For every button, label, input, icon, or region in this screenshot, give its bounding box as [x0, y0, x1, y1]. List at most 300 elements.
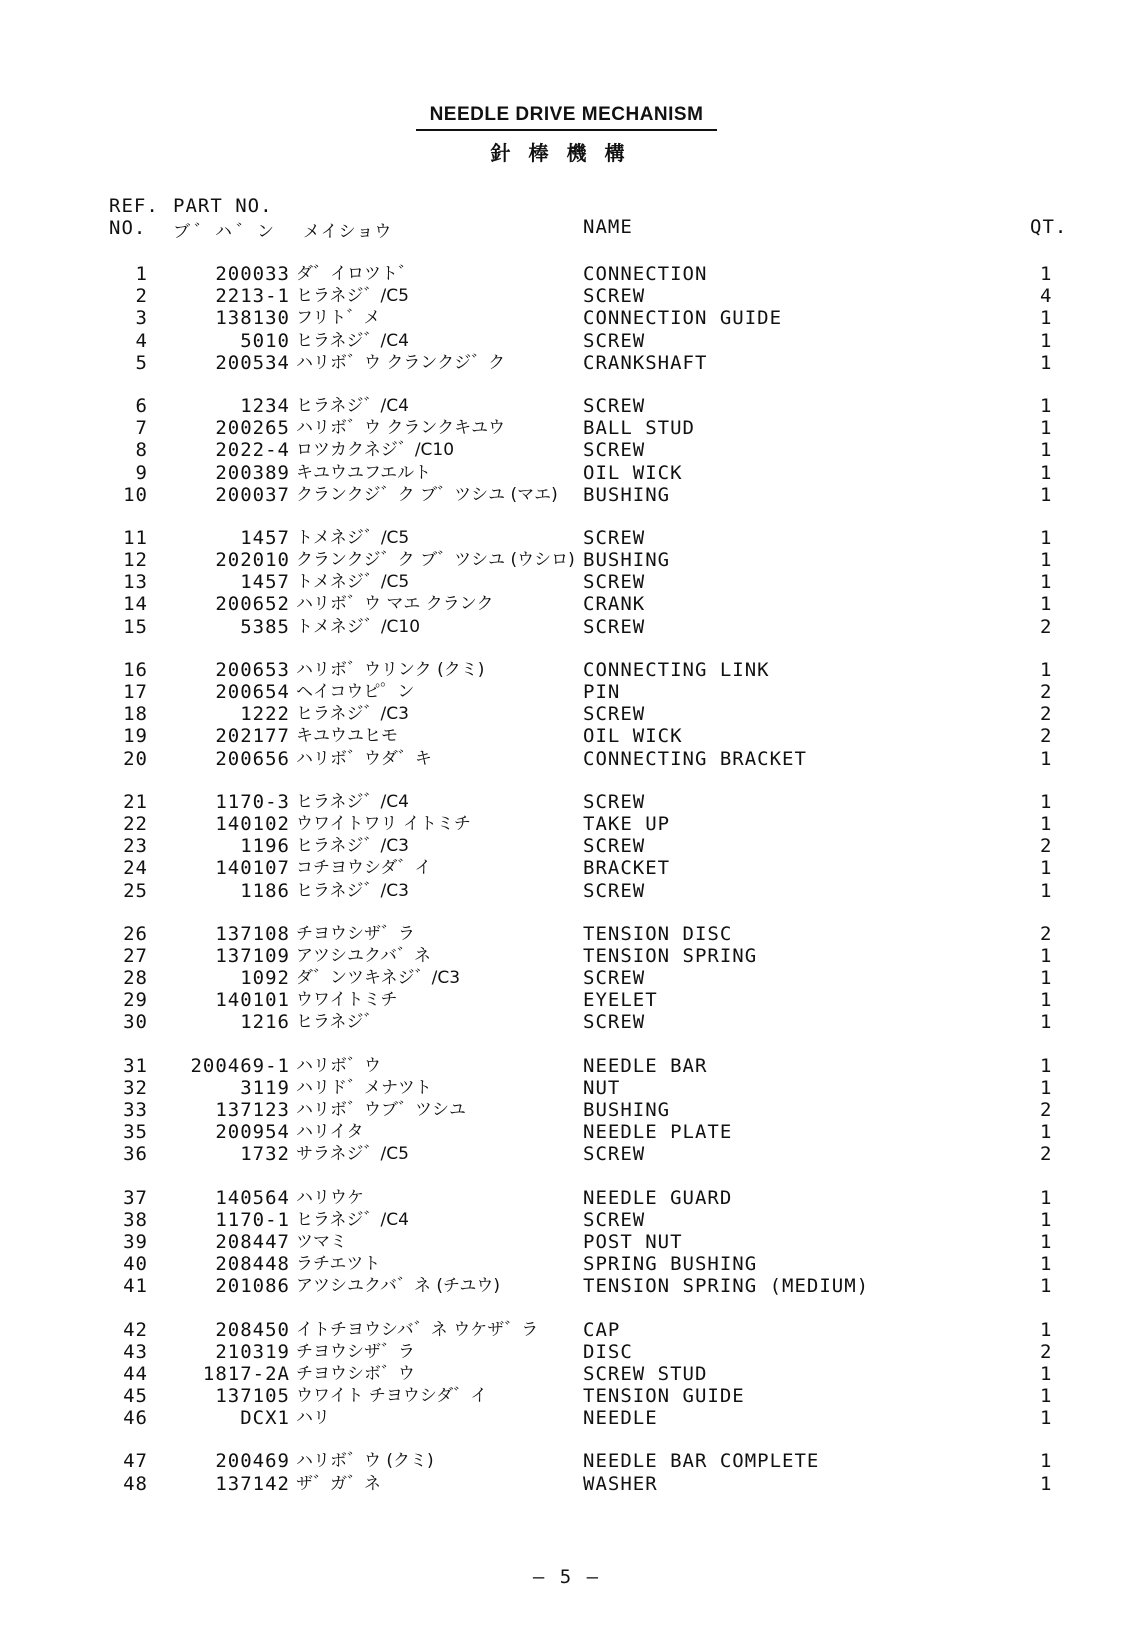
- parts-row: [0, 417, 1133, 439]
- parts-row: [0, 967, 1133, 989]
- parts-row: [0, 1209, 1133, 1231]
- quantity: 1: [1040, 1186, 1053, 1209]
- parts-group: [0, 791, 1133, 902]
- part-number: 3119: [240, 1076, 290, 1099]
- ref-number: 15: [123, 615, 148, 638]
- parts-row: [0, 1341, 1133, 1363]
- parts-row: [0, 330, 1133, 352]
- ref-number: 8: [135, 439, 148, 462]
- part-number: 140564: [215, 1186, 290, 1209]
- ref-number: 32: [123, 1076, 148, 1099]
- ref-number: 30: [123, 1011, 148, 1034]
- header-part-line2: ブ゛ハ゛ン: [173, 222, 278, 242]
- ref-number: 17: [123, 681, 148, 703]
- part-name: OIL WICK: [583, 461, 683, 484]
- japanese-name: チヨウシザ゛ラ: [296, 1341, 415, 1362]
- japanese-name: キユウユフエルト: [296, 462, 432, 483]
- part-name: NEEDLE BAR COMPLETE: [583, 1450, 820, 1473]
- parts-group: [0, 395, 1133, 506]
- japanese-name: トメネジ゛/C5: [296, 572, 410, 593]
- part-number: 200653: [215, 658, 290, 681]
- japanese-name: ダ゛ンツキネジ゛/C3: [296, 968, 461, 989]
- ref-number: 22: [123, 812, 148, 835]
- parts-row: [0, 989, 1133, 1011]
- ref-number: 39: [123, 1230, 148, 1253]
- japanese-name: ツマミ: [296, 1231, 347, 1252]
- part-number: 137142: [215, 1472, 290, 1495]
- quantity: 2: [1040, 922, 1053, 945]
- parts-row: [0, 703, 1133, 725]
- parts-row: [0, 352, 1133, 374]
- part-number: 201086: [215, 1275, 290, 1298]
- parts-row: [0, 484, 1133, 506]
- ref-number: 44: [123, 1362, 148, 1385]
- part-number: 200265: [215, 417, 290, 440]
- ref-number: 3: [135, 307, 148, 330]
- parts-group: [0, 923, 1133, 1034]
- japanese-name: ハリボ゛ウダ゛キ: [296, 748, 432, 769]
- part-number: 5385: [240, 615, 290, 638]
- parts-row: [0, 1099, 1133, 1121]
- part-name: POST NUT: [583, 1230, 683, 1253]
- japanese-name: ハリボ゛ウ (クミ): [296, 1451, 434, 1472]
- parts-group: [0, 659, 1133, 770]
- japanese-name: クランクジ゛ク ブ゛ツシユ (ウシロ): [296, 550, 575, 571]
- parts-row: [0, 1231, 1133, 1253]
- quantity: 1: [1040, 1076, 1053, 1099]
- ref-number: 33: [123, 1099, 148, 1121]
- quantity: 2: [1040, 703, 1053, 726]
- quantity: 1: [1040, 1362, 1053, 1385]
- part-name: DISC: [583, 1340, 633, 1363]
- quantity: 1: [1040, 1253, 1053, 1276]
- part-name: NEEDLE: [583, 1407, 658, 1430]
- part-name: SCREW: [583, 329, 646, 352]
- part-name: CRANKSHAFT: [583, 351, 708, 374]
- parts-row: [0, 549, 1133, 571]
- ref-number: 28: [123, 967, 148, 990]
- japanese-name: アツシユクバ゛ネ (チユウ): [296, 1276, 500, 1297]
- quantity: 1: [1040, 571, 1053, 594]
- ref-number: 36: [123, 1143, 148, 1166]
- quantity: 1: [1040, 879, 1053, 902]
- parts-row: [0, 835, 1133, 857]
- part-number: 2022-4: [215, 439, 290, 462]
- japanese-name: トメネジ゛/C5: [296, 527, 410, 548]
- parts-row: [0, 571, 1133, 593]
- part-name: SPRING BUSHING: [583, 1253, 758, 1276]
- quantity: 1: [1040, 812, 1053, 835]
- quantity: 2: [1040, 835, 1053, 858]
- japanese-name: ラチエツト: [296, 1254, 381, 1275]
- quantity: 1: [1040, 944, 1053, 967]
- japanese-name: ヒラネジ゛/C3: [296, 704, 409, 725]
- part-name: CONNECTING LINK: [583, 658, 770, 681]
- quantity: 1: [1040, 658, 1053, 681]
- part-number: 1817-2A: [202, 1362, 290, 1385]
- ref-number: 20: [123, 747, 148, 770]
- japanese-name: ハリボ゛ウブ゛ツシユ: [296, 1100, 466, 1120]
- quantity: 1: [1040, 461, 1053, 484]
- ref-number: 47: [123, 1450, 148, 1473]
- part-number: 140107: [215, 857, 290, 880]
- japanese-name: ハリボ゛ウリンク (クミ): [296, 659, 485, 680]
- parts-row: [0, 880, 1133, 902]
- page-number: — 5 —: [532, 1566, 601, 1588]
- ref-number: 11: [123, 526, 148, 549]
- header-jp-name: メイショウ: [303, 222, 393, 242]
- parts-row: [0, 1055, 1133, 1077]
- header-ref-line2: NO.: [109, 217, 147, 239]
- part-name: TENSION SPRING: [583, 944, 758, 967]
- quantity: 1: [1040, 351, 1053, 374]
- part-name: SCREW: [583, 835, 646, 858]
- header-ref-line1: REF.: [109, 195, 159, 217]
- japanese-name: ウワイトミチ: [296, 990, 398, 1011]
- part-name: PIN: [583, 681, 621, 703]
- parts-list: [0, 263, 1133, 1516]
- quantity: 1: [1040, 394, 1053, 417]
- quantity: 1: [1040, 1230, 1053, 1253]
- part-name: CRANK: [583, 593, 646, 616]
- parts-row: [0, 1011, 1133, 1033]
- japanese-name: ヒラネジ゛/C3: [296, 880, 409, 901]
- parts-row: [0, 1275, 1133, 1297]
- japanese-name: ハリウケ: [296, 1187, 364, 1208]
- parts-group: [0, 263, 1133, 374]
- parts-row: [0, 439, 1133, 461]
- part-number: 200469: [215, 1450, 290, 1473]
- part-number: 1196: [240, 835, 290, 858]
- parts-group: [0, 1187, 1133, 1298]
- parts-row: [0, 791, 1133, 813]
- quantity: 1: [1040, 1318, 1053, 1341]
- quantity: 4: [1040, 285, 1053, 308]
- quantity: 1: [1040, 1275, 1053, 1298]
- quantity: 2: [1040, 1099, 1053, 1121]
- japanese-name: チヨウシボ゛ウ: [296, 1363, 415, 1384]
- part-number: 208448: [215, 1253, 290, 1276]
- ref-number: 42: [123, 1318, 148, 1341]
- parts-row: [0, 725, 1133, 747]
- parts-row: [0, 1253, 1133, 1275]
- japanese-name: ハリボ゛ウ クランクジ゛ク: [296, 352, 506, 373]
- part-name: NEEDLE BAR: [583, 1054, 708, 1077]
- header-qty: QT.: [1030, 216, 1068, 238]
- part-number: 140101: [215, 989, 290, 1012]
- japanese-name: ヒラネジ゛/C4: [296, 395, 409, 416]
- part-number: 200033: [215, 263, 290, 285]
- part-number: 1457: [240, 526, 290, 549]
- ref-number: 38: [123, 1208, 148, 1231]
- parts-row: [0, 659, 1133, 681]
- japanese-name: ヒラネジ゛/C5: [296, 286, 409, 307]
- japanese-name: ザ゛ガ゛ネ: [296, 1473, 381, 1494]
- japanese-name: トメネジ゛/C10: [296, 616, 421, 637]
- japanese-name: ハリ: [296, 1408, 330, 1429]
- part-name: CONNECTING BRACKET: [583, 747, 807, 770]
- parts-group: [0, 1450, 1133, 1494]
- part-number: 200037: [215, 483, 290, 506]
- part-number: 137105: [215, 1385, 290, 1408]
- part-number: 1216: [240, 1011, 290, 1034]
- page-title-japanese: 針棒機構: [490, 141, 643, 165]
- ref-number: 31: [123, 1054, 148, 1077]
- quantity: 1: [1040, 263, 1053, 285]
- page-title: NEEDLE DRIVE MECHANISM: [416, 104, 718, 131]
- header-name: NAME: [583, 216, 633, 238]
- part-name: BRACKET: [583, 857, 671, 880]
- part-number: 137108: [215, 922, 290, 945]
- part-name: EYELET: [583, 989, 658, 1012]
- ref-number: 16: [123, 658, 148, 681]
- part-number: 200656: [215, 747, 290, 770]
- quantity: 2: [1040, 681, 1053, 703]
- part-name: CONNECTION: [583, 263, 708, 285]
- ref-number: 40: [123, 1253, 148, 1276]
- japanese-name: アツシユクバ゛ネ: [296, 945, 431, 966]
- japanese-name: ヒラネジ゛/C3: [296, 836, 409, 857]
- quantity: 1: [1040, 329, 1053, 352]
- ref-number: 14: [123, 593, 148, 616]
- quantity: 1: [1040, 1385, 1053, 1408]
- japanese-name: ウワイトワリ イトミチ: [296, 813, 471, 834]
- parts-row: [0, 857, 1133, 879]
- quantity: 1: [1040, 307, 1053, 330]
- ref-number: 21: [123, 790, 148, 813]
- part-name: TAKE UP: [583, 812, 671, 835]
- part-name: SCREW: [583, 571, 646, 594]
- ref-number: 19: [123, 725, 148, 748]
- ref-number: 37: [123, 1186, 148, 1209]
- part-name: SCREW STUD: [583, 1362, 708, 1385]
- parts-row: [0, 307, 1133, 329]
- ref-number: 24: [123, 857, 148, 880]
- ref-number: 2: [135, 285, 148, 308]
- japanese-name: イトチヨウシバ゛ネ ウケザ゛ラ: [296, 1319, 539, 1340]
- quantity: 1: [1040, 1450, 1053, 1473]
- japanese-name: ヒラネジ゛/C4: [296, 1209, 409, 1230]
- part-name: BUSHING: [583, 483, 671, 506]
- ref-number: 43: [123, 1340, 148, 1363]
- parts-row: [0, 681, 1133, 703]
- part-number: 1222: [240, 703, 290, 726]
- parts-group: [0, 527, 1133, 638]
- ref-number: 9: [135, 461, 148, 484]
- part-number: 200652: [215, 593, 290, 616]
- quantity: 1: [1040, 1011, 1053, 1034]
- ref-number: 27: [123, 944, 148, 967]
- part-name: TENSION DISC: [583, 922, 733, 945]
- part-name: CONNECTION GUIDE: [583, 307, 783, 330]
- part-number: DCX1: [240, 1407, 290, 1430]
- japanese-name: チヨウシザ゛ラ: [296, 923, 415, 944]
- quantity: 2: [1040, 725, 1053, 748]
- ref-number: 41: [123, 1275, 148, 1298]
- parts-row: [0, 263, 1133, 285]
- part-name: CAP: [583, 1318, 621, 1341]
- quantity: 1: [1040, 526, 1053, 549]
- parts-row: [0, 1143, 1133, 1165]
- quantity: 1: [1040, 1121, 1053, 1144]
- japanese-name: キユウユヒモ: [296, 726, 398, 747]
- ref-number: 7: [135, 417, 148, 440]
- part-number: 200534: [215, 351, 290, 374]
- part-number: 1170-1: [215, 1208, 290, 1231]
- parts-row: [0, 285, 1133, 307]
- ref-number: 1: [135, 263, 148, 285]
- japanese-name: ダ゛イロツト゛: [296, 264, 415, 284]
- japanese-name: サラネジ゛/C5: [296, 1144, 409, 1165]
- ref-number: 46: [123, 1407, 148, 1430]
- japanese-name: ウワイト チヨウシダ゛イ: [296, 1386, 488, 1407]
- ref-number: 26: [123, 922, 148, 945]
- quantity: 1: [1040, 857, 1053, 880]
- ref-number: 6: [135, 394, 148, 417]
- ref-number: 45: [123, 1385, 148, 1408]
- parts-row: [0, 1450, 1133, 1472]
- parts-row: [0, 1407, 1133, 1429]
- parts-row: [0, 813, 1133, 835]
- japanese-name: ハリイタ: [296, 1122, 364, 1143]
- part-name: SCREW: [583, 790, 646, 813]
- quantity: 2: [1040, 1143, 1053, 1166]
- part-name: TENSION GUIDE: [583, 1385, 745, 1408]
- parts-row: [0, 1363, 1133, 1385]
- part-name: NEEDLE GUARD: [583, 1186, 733, 1209]
- part-number: 5010: [240, 329, 290, 352]
- part-name: SCREW: [583, 285, 646, 308]
- part-name: BUSHING: [583, 549, 671, 572]
- part-name: BALL STUD: [583, 417, 695, 440]
- japanese-name: コチヨウシダ゛イ: [296, 858, 432, 879]
- part-number: 1234: [240, 394, 290, 417]
- japanese-name: クランクジ゛ク ブ゛ツシユ (マエ): [296, 484, 558, 505]
- part-name: SCREW: [583, 439, 646, 462]
- ref-number: 13: [123, 571, 148, 594]
- part-name: SCREW: [583, 526, 646, 549]
- parts-row: [0, 395, 1133, 417]
- quantity: 1: [1040, 989, 1053, 1012]
- ref-number: 48: [123, 1472, 148, 1495]
- parts-row: [0, 527, 1133, 549]
- part-number: 200954: [215, 1121, 290, 1144]
- quantity: 1: [1040, 417, 1053, 440]
- parts-row: [0, 923, 1133, 945]
- japanese-name: ヒラネジ゛: [296, 1012, 381, 1033]
- quantity: 1: [1040, 967, 1053, 990]
- japanese-name: ハリボ゛ウ クランクキユウ: [296, 418, 506, 439]
- japanese-name: ヘイコウピ゜ン: [296, 682, 415, 702]
- quantity: 1: [1040, 593, 1053, 616]
- parts-row: [0, 1187, 1133, 1209]
- japanese-name: ヒラネジ゛/C4: [296, 330, 409, 351]
- part-name: OIL WICK: [583, 725, 683, 748]
- parts-row: [0, 616, 1133, 638]
- parts-row: [0, 1385, 1133, 1407]
- quantity: 2: [1040, 615, 1053, 638]
- part-name: SCREW: [583, 1208, 646, 1231]
- part-number: 137109: [215, 944, 290, 967]
- parts-row: [0, 1473, 1133, 1495]
- ref-number: 23: [123, 835, 148, 858]
- part-name: SCREW: [583, 1143, 646, 1166]
- parts-row: [0, 945, 1133, 967]
- japanese-name: ロツカクネジ゛/C10: [296, 440, 455, 461]
- ref-number: 12: [123, 549, 148, 572]
- quantity: 1: [1040, 747, 1053, 770]
- parts-row: [0, 748, 1133, 770]
- part-number: 140102: [215, 812, 290, 835]
- part-number: 208447: [215, 1230, 290, 1253]
- part-number: 210319: [215, 1340, 290, 1363]
- part-number: 138130: [215, 307, 290, 330]
- part-name: NUT: [583, 1076, 621, 1099]
- part-number: 1170-3: [215, 790, 290, 813]
- title-block: [0, 104, 1133, 166]
- part-name: BUSHING: [583, 1099, 671, 1121]
- part-number: 200654: [215, 681, 290, 703]
- part-number: 1732: [240, 1143, 290, 1166]
- part-name: SCREW: [583, 879, 646, 902]
- japanese-name: フリト゛メ: [296, 308, 381, 329]
- part-number: 2213-1: [215, 285, 290, 308]
- part-number: 200389: [215, 461, 290, 484]
- part-number: 1457: [240, 571, 290, 594]
- quantity: 2: [1040, 1340, 1053, 1363]
- part-name: SCREW: [583, 703, 646, 726]
- part-name: SCREW: [583, 1011, 646, 1034]
- part-name: WASHER: [583, 1472, 658, 1495]
- ref-number: 10: [123, 483, 148, 506]
- parts-row: [0, 1077, 1133, 1099]
- parts-row: [0, 593, 1133, 615]
- japanese-name: ハリボ゛ウ: [296, 1055, 381, 1076]
- part-number: 202177: [215, 725, 290, 748]
- ref-number: 4: [135, 329, 148, 352]
- part-name: SCREW: [583, 394, 646, 417]
- quantity: 1: [1040, 1472, 1053, 1495]
- part-number: 208450: [215, 1318, 290, 1341]
- japanese-name: ヒラネジ゛/C4: [296, 791, 409, 812]
- japanese-name: ハリボ゛ウ マエ クランク: [296, 594, 494, 615]
- parts-row: [0, 462, 1133, 484]
- ref-number: 18: [123, 703, 148, 726]
- part-name: SCREW: [583, 967, 646, 990]
- ref-number: 5: [135, 351, 148, 374]
- part-name: NEEDLE PLATE: [583, 1121, 733, 1144]
- part-number: 200469-1: [190, 1054, 290, 1077]
- parts-row: [0, 1319, 1133, 1341]
- quantity: 1: [1040, 483, 1053, 506]
- quantity: 1: [1040, 1054, 1053, 1077]
- part-number: 137123: [215, 1099, 290, 1121]
- parts-group: [0, 1055, 1133, 1166]
- quantity: 1: [1040, 549, 1053, 572]
- quantity: 1: [1040, 790, 1053, 813]
- quantity: 1: [1040, 1407, 1053, 1430]
- parts-row: [0, 1121, 1133, 1143]
- part-name: TENSION SPRING (MEDIUM): [583, 1275, 870, 1298]
- ref-number: 25: [123, 879, 148, 902]
- header-part-line1: PART NO.: [173, 195, 273, 217]
- ref-number: 29: [123, 989, 148, 1012]
- part-number: 202010: [215, 549, 290, 572]
- quantity: 1: [1040, 1208, 1053, 1231]
- part-number: 1092: [240, 967, 290, 990]
- ref-number: 35: [123, 1121, 148, 1144]
- part-name: SCREW: [583, 615, 646, 638]
